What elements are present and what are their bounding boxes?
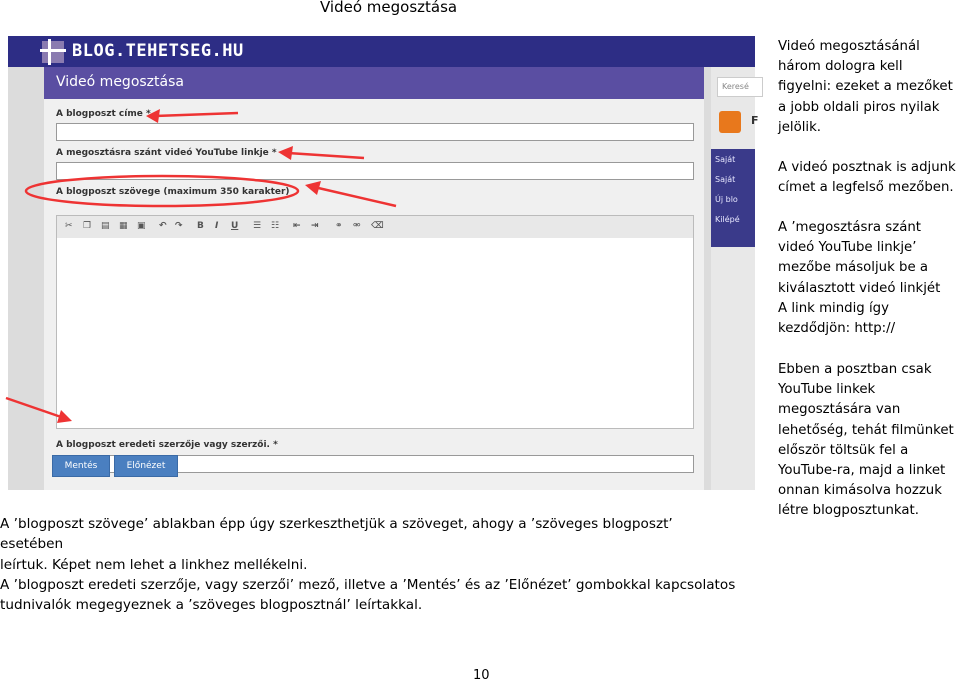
- sidebar-item-3[interactable]: Új blo: [715, 195, 738, 204]
- text-label-ellipse: [26, 176, 298, 206]
- author-arrow: [6, 398, 64, 418]
- youtube-arrow: [288, 153, 364, 158]
- eraser-icon[interactable]: ⌫: [371, 221, 384, 231]
- cut-icon[interactable]: ✂: [65, 221, 73, 231]
- note-three-things: Videó megosztásánál három dologra kell figyelni: ezeket a mezőket a jobb oldali piros nyilak jelölik.: [778, 39, 953, 135]
- form-title: Videó megosztása: [56, 74, 184, 90]
- paste-word-icon[interactable]: ▣: [137, 221, 146, 231]
- youtube-link-label: A megosztásra szánt videó YouTube linkje *: [56, 148, 277, 158]
- title-arrow-head: [146, 109, 160, 123]
- sidebar-item-2[interactable]: Saját: [715, 175, 736, 184]
- note-youtube-only: Ebben a posztban csak YouTube linkek megosztására van lehetőség, tehát filmünket először töltsük fel a YouTube-ra, majd a linket onnan kimásolva hozzuk létre blogposztunkat.: [778, 362, 954, 519]
- unlink-icon[interactable]: ⚮: [353, 221, 361, 231]
- author-arrow-head: [57, 410, 72, 423]
- outdent-icon[interactable]: ⇤: [293, 221, 301, 231]
- save-button[interactable]: Mentés: [52, 455, 110, 477]
- post-text-label: A blogposzt szövege (maximum 350 karakter): [56, 187, 290, 197]
- page-title: Videó megosztása: [320, 0, 458, 16]
- redo-icon[interactable]: ↷: [175, 221, 183, 231]
- description-text: A ’blogposzt szövege’ ablakban épp úgy szerkeszthetjük a szöveget, ahogy a ’szöveges blogposzt’ esetében leírtuk. Képet nem lehet a linkhez mellékelni. A ’blogposzt eredeti szerzője, vagy szerzői’ mező, illetve a ’Mentés’ és az ’Előnézet’ gombokkal kapcsolatos tudnivalók megegyeznek a ’szöveges blogposztnál’ leírtakkal.: [0, 516, 736, 614]
- text-arrow: [314, 187, 396, 206]
- title-label: A blogposzt címe *: [56, 109, 151, 119]
- paste-text-icon[interactable]: ▦: [119, 221, 128, 231]
- sidebar-item-1[interactable]: Saját: [715, 155, 736, 164]
- link-icon[interactable]: ⚭: [335, 221, 343, 231]
- screenshot: [8, 36, 759, 490]
- title-arrow: [155, 113, 238, 116]
- numbered-list-icon[interactable]: ☰: [253, 221, 262, 231]
- preview-button[interactable]: Előnézet: [114, 455, 178, 477]
- note-title-field: A videó posztnak is adjunk címet a legfelső mezőben.: [778, 160, 956, 196]
- italic-button[interactable]: I: [215, 221, 219, 231]
- annotation-overlay: [8, 36, 755, 490]
- rss-label: F: [751, 114, 759, 127]
- underline-button[interactable]: U: [231, 221, 239, 231]
- text-arrow-head: [305, 181, 321, 195]
- copy-icon[interactable]: ❐: [83, 221, 92, 231]
- paste-icon[interactable]: ▤: [101, 221, 110, 231]
- youtube-arrow-head: [278, 146, 293, 160]
- author-label: A blogposzt eredeti szerzője vagy szerzői. *: [56, 440, 278, 450]
- note-youtube-field: A ’megosztásra szánt videó YouTube linkje’ mezőbe másoljuk be a kiválasztott videó linkjét A link mindig így kezdődjön: http://: [778, 220, 941, 337]
- bullet-list-icon[interactable]: ☷: [271, 221, 280, 231]
- page-number: 10: [473, 668, 490, 683]
- undo-icon[interactable]: ↶: [159, 221, 167, 231]
- site-logo[interactable]: BLOG.TEHETSEG.HU: [72, 41, 244, 61]
- bold-button[interactable]: B: [197, 221, 204, 231]
- sidebar-item-4[interactable]: Kilépé: [715, 215, 740, 224]
- sidebar-search-input[interactable]: Keresé: [717, 77, 763, 97]
- indent-icon[interactable]: ⇥: [311, 221, 319, 231]
